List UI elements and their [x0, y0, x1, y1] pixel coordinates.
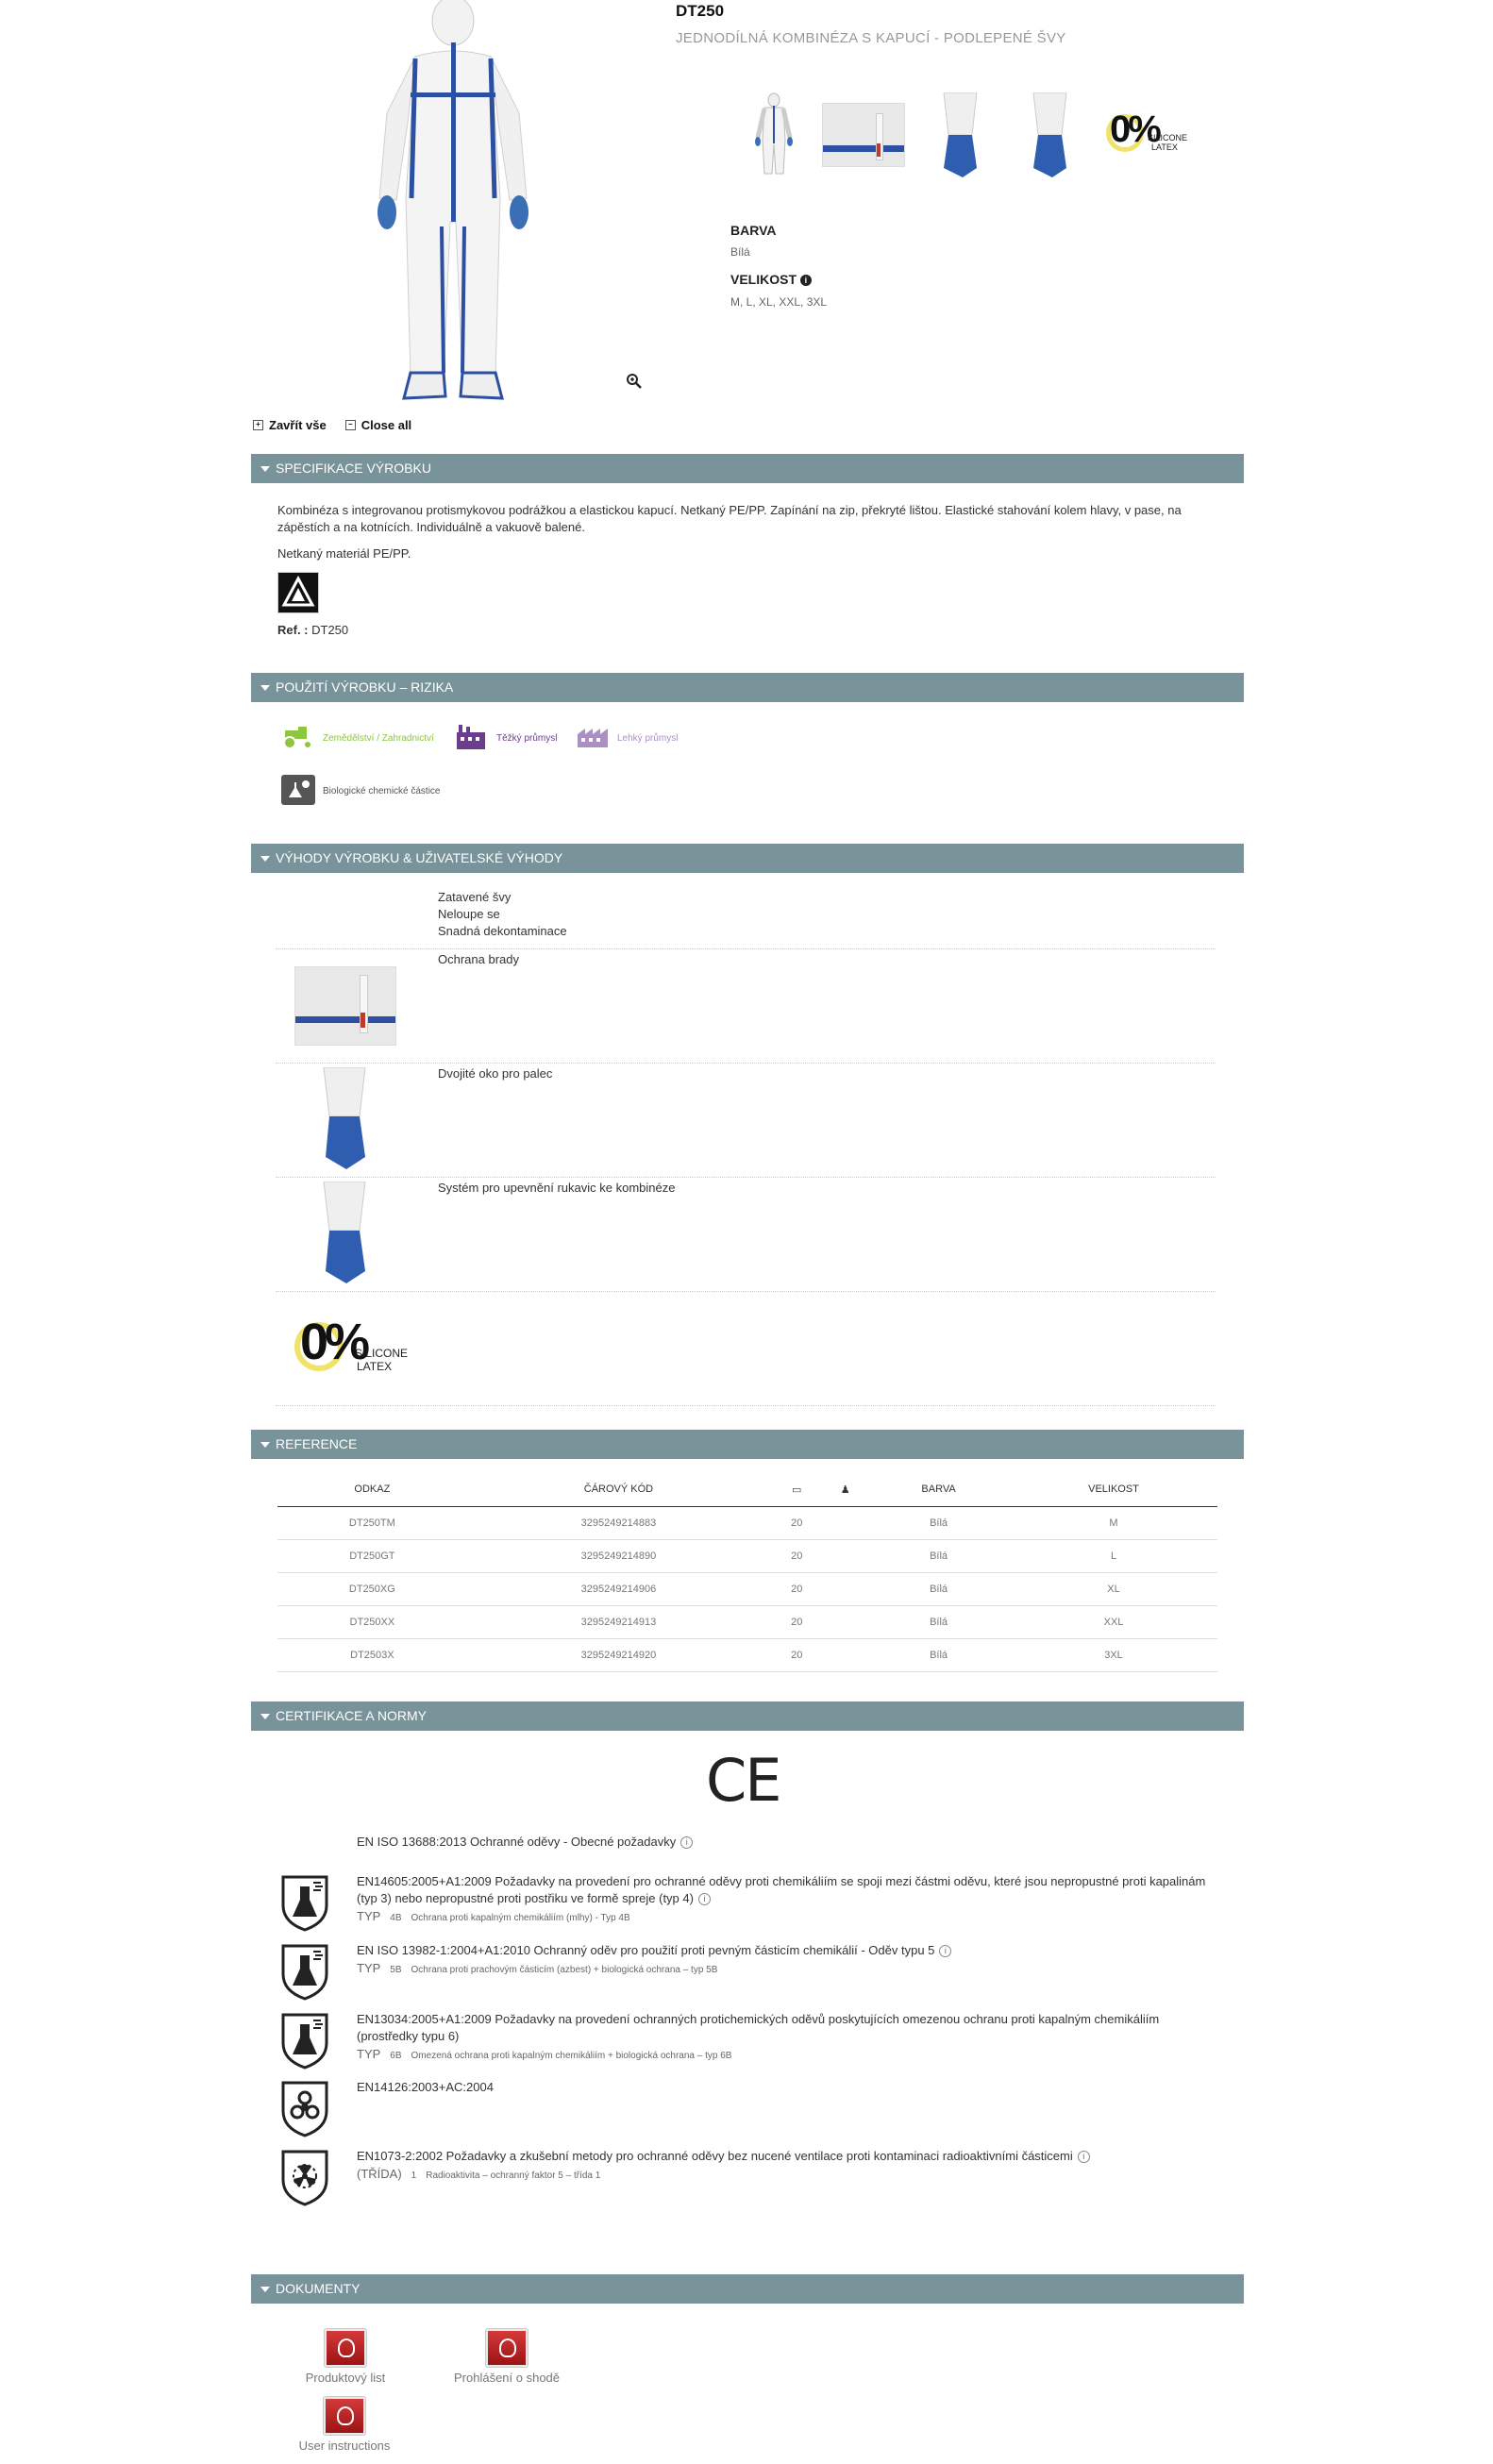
norm-type-value: 1 — [411, 2171, 417, 2181]
col-header-barcode: ČÁROVÝ KÓD — [467, 1472, 770, 1507]
box-icon: ▭ — [770, 1472, 823, 1507]
cell-size: 3XL — [1010, 1639, 1217, 1672]
norm-title-text: EN14126:2003+AC:2004 — [357, 2080, 494, 2094]
product-main-image — [359, 0, 547, 406]
benefit-row — [276, 1292, 1216, 1406]
col-header-size: VELIKOST — [1010, 1472, 1217, 1507]
norm-title-text: EN13034:2005+A1:2009 Požadavky na provedení ochranných protichemických oděvů poskytujících omezenou ochranu proti kapalným chemikáliím (prostředky typu 6) — [357, 2012, 1160, 2043]
doc-label: Prohlášení o shodě — [453, 2371, 561, 2385]
info-icon[interactable]: i — [1078, 2151, 1090, 2163]
norm-title — [357, 2079, 1211, 2096]
collapse-icon: − — [345, 420, 356, 430]
norm-en13034 — [279, 2011, 1223, 2077]
section-spec-header[interactable] — [251, 454, 1244, 483]
table-header-row — [277, 1472, 1217, 1507]
cell-color: Bílá — [867, 1639, 1010, 1672]
silicone-latex-badge-large — [294, 1311, 408, 1386]
norm-title — [357, 2148, 1211, 2165]
norm-en1073 — [279, 2148, 1223, 2214]
benefit-line: Neloupe se — [438, 907, 500, 921]
info-icon[interactable]: i — [939, 1945, 951, 1957]
benefit-row — [276, 949, 1216, 1064]
biohazard-shield-icon — [279, 2079, 330, 2137]
thumbnail-chin-guard[interactable] — [821, 90, 906, 179]
col-header-ref: ODKAZ — [277, 1472, 467, 1507]
size-value: M, L, XL, XXL, 3XL — [730, 295, 828, 309]
doc-label: User instructions — [298, 2439, 391, 2453]
benefit-line: Snadná dekontaminace — [438, 924, 567, 938]
spec-ref — [277, 623, 348, 637]
badge-latex: LATEX — [357, 1360, 393, 1373]
norm-type-label: TYP — [357, 1961, 381, 1975]
norm-type-label: (TŘÍDA) — [357, 2167, 402, 2181]
benefit-line: Zatavené švy — [438, 890, 512, 904]
hazard-label: Těžký průmysl — [496, 733, 558, 744]
spec-ref-label: Ref. : — [277, 623, 309, 637]
norm-type-value: 4B — [390, 1913, 402, 1923]
benefit-row — [276, 1064, 1216, 1178]
spec-material: Netkaný materiál PE/PP. — [277, 546, 411, 561]
cell-barcode: 3295249214913 — [467, 1606, 770, 1639]
cell-barcode: 3295249214883 — [467, 1507, 770, 1540]
badge-zero-percent: 0% — [1110, 108, 1159, 150]
section-usage-title: POUŽITÍ VÝROBKU – RIZIKA — [276, 679, 454, 695]
cell-qty: 20 — [770, 1507, 823, 1540]
badge-silicone: SILICONE — [355, 1347, 409, 1360]
hazard-heavy-industry — [455, 723, 557, 754]
product-subtitle: JEDNODÍLNÁ KOMBINÉZA S KAPUCÍ - PODLEPENÉ ŠVY — [676, 30, 1066, 46]
cell-color: Bílá — [867, 1507, 1010, 1540]
flask-shield-icon — [279, 1942, 330, 2001]
norm-title-text: EN ISO 13982-1:2004+A1:2010 Ochranný oděv pro použití proti pevným částicím chemikálií - Oděv typu 5 — [357, 1943, 935, 1957]
table-row — [277, 1606, 1217, 1639]
norm-en14126 — [279, 2079, 1223, 2140]
spec-description: Kombinéza s integrovanou protismykovou podrážkou a elastickou kapucí. Netkaný PE/PP. Zapínání na zip, překryté lištou. Elastické stahování kolem hlavy, v pase, na zápěstích a na kotnících. Individuálně a vakuově balené. — [277, 503, 1182, 534]
cell-qty: 20 — [770, 1639, 823, 1672]
norm-type — [357, 1909, 630, 1923]
badge-silicone: SILICONE — [1148, 132, 1188, 142]
tractor-icon — [281, 725, 315, 752]
close-all-link[interactable]: Close all — [361, 418, 412, 432]
table-row — [277, 1507, 1217, 1540]
norm-title — [357, 1942, 1211, 1959]
norm-type — [357, 2047, 731, 2061]
hazard-bio-chemical — [281, 775, 441, 808]
section-reference-title: REFERENCE — [276, 1436, 358, 1451]
cell-qty: 20 — [770, 1540, 823, 1573]
benefit-text: Dvojité oko pro palec — [438, 1066, 553, 1081]
cell-empty — [823, 1540, 867, 1573]
size-label-text: VELIKOST — [730, 272, 797, 287]
doc-user-instructions[interactable] — [293, 2397, 396, 2453]
section-cert-title: CERTIFIKACE A NORMY — [276, 1708, 427, 1723]
info-icon[interactable]: i — [800, 275, 812, 286]
section-benefits-title: VÝHODY VÝROBKU & UŽIVATELSKÉ VÝHODY — [276, 850, 563, 865]
doc-declaration[interactable] — [445, 2329, 568, 2385]
badge-zero-percent: 0% — [300, 1314, 367, 1370]
doc-label: Produktový list — [305, 2371, 386, 2385]
chin-guard-image — [294, 966, 396, 1046]
size-label — [730, 272, 812, 287]
glove-attach-image — [309, 1182, 375, 1290]
norm-title-text: EN14605:2005+A1:2009 Požadavky na provedení pro ochranné oděvy proti chemikáliím se spoji mezi částmi oděvu, které jsou nepropustné proti kapalinám (typ 3) nebo nepropustné proti postřiku ve formě spreje (typ 4) — [357, 1874, 1206, 1905]
cell-size: M — [1010, 1507, 1217, 1540]
product-title: DT250 — [676, 2, 725, 20]
norm-type-desc: Ochrana proti prachovým částicím (azbest) + biologická ochrana – typ 5B — [411, 1965, 718, 1975]
cell-empty — [823, 1606, 867, 1639]
hazard-label: Biologické chemické částice — [323, 786, 441, 796]
norm-en13982 — [279, 1942, 1223, 2003]
cell-size: XXL — [1010, 1606, 1217, 1639]
norm-title-text: EN1073-2:2002 Požadavky a zkušební metody pro ochranné oděvy bez nucené ventilace proti kontaminaci radioaktivními částicemi — [357, 2149, 1073, 2163]
thumbnail-full-suit[interactable] — [731, 90, 816, 179]
silicone-latex-badge — [1104, 90, 1189, 179]
spec-ref-value: DT250 — [311, 623, 349, 637]
flask-shield-icon — [279, 2011, 330, 2070]
benefit-row — [276, 1178, 1216, 1292]
thumb-loop-image — [309, 1067, 375, 1176]
section-usage-header[interactable] — [251, 673, 1244, 702]
cell-size: L — [1010, 1540, 1217, 1573]
section-benefits-header[interactable] — [251, 844, 1244, 873]
info-icon[interactable]: i — [680, 1836, 693, 1849]
section-cert-header[interactable] — [251, 1701, 1244, 1731]
cell-ref: DT250XG — [277, 1573, 467, 1606]
norm-title — [357, 1873, 1211, 1907]
expand-icon: + — [253, 420, 263, 430]
pdf-icon — [486, 2329, 528, 2367]
doc-product-sheet[interactable] — [298, 2329, 393, 2385]
cell-ref: DT250TM — [277, 1507, 467, 1540]
open-all-link[interactable]: Zavřít vše — [269, 418, 327, 432]
pdf-icon — [324, 2397, 365, 2435]
table-row — [277, 1540, 1217, 1573]
norm-title — [357, 2011, 1211, 2045]
brand-logo — [277, 572, 319, 613]
info-icon[interactable]: i — [698, 1893, 711, 1905]
norm-type-label: TYP — [357, 1909, 381, 1923]
benefit-text — [438, 889, 567, 940]
bio-chemical-icon — [281, 775, 315, 808]
cell-ref: DT250XX — [277, 1606, 467, 1639]
cell-empty — [823, 1507, 867, 1540]
cell-size: XL — [1010, 1573, 1217, 1606]
section-docs-header[interactable] — [251, 2274, 1244, 2304]
col-header-color: BARVA — [867, 1472, 1010, 1507]
badge-latex: LATEX — [1151, 142, 1178, 152]
benefit-row — [276, 887, 1216, 949]
norm-general-text: EN ISO 13688:2013 Ochranné oděvy - Obecné požadavky — [357, 1835, 677, 1849]
hazard-light-industry — [576, 725, 678, 752]
norm-en14605 — [279, 1873, 1223, 1939]
toggle-row — [253, 418, 411, 432]
norm-type-desc: Ochrana proti kapalným chemikáliím (mlhy) - Typ 4B — [411, 1913, 630, 1923]
benefit-text: Systém pro upevnění rukavic ke kombinéze — [438, 1181, 676, 1195]
norm-type — [357, 2167, 600, 2181]
norm-type-desc: Radioaktivita – ochranný faktor 5 – třída 1 — [426, 2171, 601, 2181]
hazard-label: Zemědělství / Zahradnictví — [323, 733, 434, 744]
person-icon: ♟ — [823, 1472, 867, 1507]
cell-barcode: 3295249214890 — [467, 1540, 770, 1573]
cell-color: Bílá — [867, 1606, 1010, 1639]
cell-color: Bílá — [867, 1573, 1010, 1606]
zoom-icon[interactable] — [626, 373, 643, 394]
cell-barcode: 3295249214920 — [467, 1639, 770, 1672]
norm-type-label: TYP — [357, 2047, 381, 2061]
flask-shield-icon — [279, 1873, 330, 1932]
color-label: BARVA — [730, 223, 777, 238]
cell-barcode: 3295249214906 — [467, 1573, 770, 1606]
hazard-agriculture — [281, 725, 434, 752]
cell-qty: 20 — [770, 1606, 823, 1639]
section-docs-title: DOKUMENTY — [276, 2281, 361, 2296]
table-row — [277, 1639, 1217, 1672]
color-value: Bílá — [730, 245, 750, 259]
table-row — [277, 1573, 1217, 1606]
pdf-icon — [325, 2329, 366, 2367]
thumbnail-thumb-loop[interactable] — [915, 90, 1000, 179]
light-industry-icon — [576, 725, 610, 752]
hazard-label: Lehký průmysl — [617, 733, 679, 744]
cell-empty — [823, 1639, 867, 1672]
norm-type — [357, 1961, 717, 1975]
reference-table — [277, 1472, 1217, 1672]
benefit-text: Ochrana brady — [438, 952, 519, 966]
norm-type-value: 5B — [390, 1965, 402, 1975]
cell-qty: 20 — [770, 1573, 823, 1606]
norm-type-desc: Omezená ochrana proti kapalným chemikáliím + biologická ochrana – typ 6B — [411, 2051, 732, 2061]
radioactive-shield-icon — [279, 2148, 330, 2206]
cell-ref: DT2503X — [277, 1639, 467, 1672]
section-spec-title: SPECIFIKACE VÝROBKU — [276, 461, 431, 476]
cell-color: Bílá — [867, 1540, 1010, 1573]
cell-empty — [823, 1573, 867, 1606]
ce-mark: CE — [706, 1746, 780, 1815]
section-reference-header[interactable] — [251, 1430, 1244, 1459]
cell-ref: DT250GT — [277, 1540, 467, 1573]
heavy-industry-icon — [455, 723, 489, 754]
norm-type-value: 6B — [390, 2051, 402, 2061]
norm-general — [357, 1835, 693, 1849]
thumbnail-glove-attach[interactable] — [1005, 90, 1090, 179]
